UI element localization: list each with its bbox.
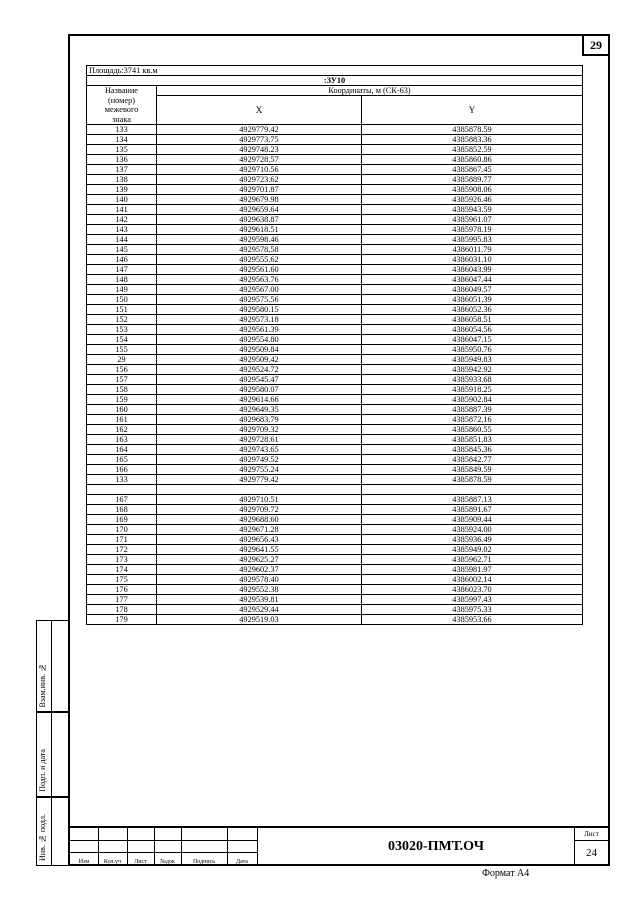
point-name: 155 bbox=[87, 345, 157, 355]
x-value: 4929638.87 bbox=[157, 215, 362, 225]
y-value: 4386052.36 bbox=[362, 305, 583, 315]
point-name: 166 bbox=[87, 465, 157, 475]
y-value: 4386049.57 bbox=[362, 285, 583, 295]
point-name: 173 bbox=[87, 555, 157, 565]
y-value: 4385953.66 bbox=[362, 615, 583, 625]
table-row bbox=[87, 545, 583, 555]
point-name: 144 bbox=[87, 235, 157, 245]
side-box-podp bbox=[36, 712, 68, 797]
y-value: 4386058.51 bbox=[362, 315, 583, 325]
table-row bbox=[87, 605, 583, 615]
point-name: 135 bbox=[87, 145, 157, 155]
coordinates-table bbox=[86, 65, 583, 625]
table-row bbox=[87, 475, 583, 485]
table-row bbox=[87, 195, 583, 205]
table-row bbox=[87, 265, 583, 275]
x-value: 4929578.40 bbox=[157, 575, 362, 585]
x-value: 4929683.79 bbox=[157, 415, 362, 425]
point-name: 165 bbox=[87, 455, 157, 465]
point-name: 172 bbox=[87, 545, 157, 555]
table-row bbox=[87, 185, 583, 195]
table-row bbox=[87, 575, 583, 585]
side-box-inv bbox=[36, 797, 68, 866]
point-name: 152 bbox=[87, 315, 157, 325]
table-row bbox=[87, 525, 583, 535]
y-value: 4385891.67 bbox=[362, 505, 583, 515]
y-value: 4385878.59 bbox=[362, 475, 583, 485]
point-name: 149 bbox=[87, 285, 157, 295]
point-name: 160 bbox=[87, 405, 157, 415]
point-name: 158 bbox=[87, 385, 157, 395]
point-name: 167 bbox=[87, 495, 157, 505]
point-name: 159 bbox=[87, 395, 157, 405]
y-value: 4385949.83 bbox=[362, 355, 583, 365]
point-name: 153 bbox=[87, 325, 157, 335]
point-name: 168 bbox=[87, 505, 157, 515]
point-name: 179 bbox=[87, 615, 157, 625]
y-value: 4385942.92 bbox=[362, 365, 583, 375]
point-name: 142 bbox=[87, 215, 157, 225]
table-row bbox=[87, 385, 583, 395]
point-name: 176 bbox=[87, 585, 157, 595]
y-value: 4386011.79 bbox=[362, 245, 583, 255]
y-value: 4385997.43 bbox=[362, 595, 583, 605]
y-value: 4385849.59 bbox=[362, 465, 583, 475]
x-value: 4929519.03 bbox=[157, 615, 362, 625]
x-value: 4929709.72 bbox=[157, 505, 362, 515]
table-row bbox=[87, 375, 583, 385]
y-value: 4385878.59 bbox=[362, 125, 583, 135]
y-value: 4386002.14 bbox=[362, 575, 583, 585]
x-value: 4929561.39 bbox=[157, 325, 362, 335]
table-row bbox=[87, 395, 583, 405]
table-row bbox=[87, 235, 583, 245]
y-value: 4385851.83 bbox=[362, 435, 583, 445]
table-row bbox=[87, 415, 583, 425]
point-name: 162 bbox=[87, 425, 157, 435]
point-name: 136 bbox=[87, 155, 157, 165]
y-value: 4385842.77 bbox=[362, 455, 583, 465]
table-row bbox=[87, 615, 583, 625]
side-label-inv: Инв. № подл. bbox=[38, 814, 47, 861]
y-value: 4385933.68 bbox=[362, 375, 583, 385]
table-row bbox=[87, 465, 583, 475]
x-value: 4929671.28 bbox=[157, 525, 362, 535]
x-value: 4929618.51 bbox=[157, 225, 362, 235]
x-value: 4929773.75 bbox=[157, 135, 362, 145]
y-value: 4385978.19 bbox=[362, 225, 583, 235]
table-row bbox=[87, 245, 583, 255]
table-row bbox=[87, 315, 583, 325]
table-row bbox=[87, 425, 583, 435]
table-row bbox=[87, 275, 583, 285]
y-value: 4386043.99 bbox=[362, 265, 583, 275]
point-name: 161 bbox=[87, 415, 157, 425]
table-row bbox=[87, 485, 583, 495]
x-value: 4929748.23 bbox=[157, 145, 362, 155]
y-value: 4385995.83 bbox=[362, 235, 583, 245]
x-value: 4929598.46 bbox=[157, 235, 362, 245]
point-name: 154 bbox=[87, 335, 157, 345]
y-value: 4385949.02 bbox=[362, 545, 583, 555]
table-row bbox=[87, 445, 583, 455]
document-code: 03020-ПМТ.ОЧ bbox=[387, 839, 485, 854]
table-row bbox=[87, 295, 583, 305]
x-value: 4929710.56 bbox=[157, 165, 362, 175]
x-value: 4929578.58 bbox=[157, 245, 362, 255]
x-value: 4929723.62 bbox=[157, 175, 362, 185]
x-value: 4929614.66 bbox=[157, 395, 362, 405]
point-name: 133 bbox=[87, 125, 157, 135]
y-value: 4386031.10 bbox=[362, 255, 583, 265]
x-value: 4929575.56 bbox=[157, 295, 362, 305]
y-value: 4385909.44 bbox=[362, 515, 583, 525]
table-row bbox=[87, 405, 583, 415]
y-value: 4385902.84 bbox=[362, 395, 583, 405]
x-value: 4929573.18 bbox=[157, 315, 362, 325]
point-name: 169 bbox=[87, 515, 157, 525]
table-row bbox=[87, 305, 583, 315]
x-value: 4929554.80 bbox=[157, 335, 362, 345]
y-value: 4385872.16 bbox=[362, 415, 583, 425]
point-name: 178 bbox=[87, 605, 157, 615]
stamp-col-kolуч: Кол.уч bbox=[103, 859, 122, 865]
point-name bbox=[87, 485, 157, 495]
point-name: 148 bbox=[87, 275, 157, 285]
point-name: 133 bbox=[87, 475, 157, 485]
x-value: 4929701.87 bbox=[157, 185, 362, 195]
table-row bbox=[87, 255, 583, 265]
y-value: 4385887.39 bbox=[362, 405, 583, 415]
y-value: 4385867.45 bbox=[362, 165, 583, 175]
table-row bbox=[87, 505, 583, 515]
x-value bbox=[157, 485, 362, 495]
area-label: Площадь:3741 кв.м bbox=[87, 66, 583, 76]
table-row bbox=[87, 135, 583, 145]
x-value: 4929659.64 bbox=[157, 205, 362, 215]
table-row bbox=[87, 175, 583, 185]
x-value: 4929779.42 bbox=[157, 475, 362, 485]
point-name: 141 bbox=[87, 205, 157, 215]
side-box-vzam bbox=[36, 620, 68, 712]
y-value: 4385889.77 bbox=[362, 175, 583, 185]
point-name: 137 bbox=[87, 165, 157, 175]
stamp-col-podpis: Подпись bbox=[192, 859, 216, 865]
sheet-number: 24 bbox=[574, 840, 608, 866]
zone-label: :ЗУ10 bbox=[87, 76, 583, 86]
point-name: 146 bbox=[87, 255, 157, 265]
point-name: 139 bbox=[87, 185, 157, 195]
table-row bbox=[87, 125, 583, 135]
y-value bbox=[362, 485, 583, 495]
side-label-podp: Подп. и дата bbox=[38, 749, 47, 792]
name-column-header: Название (номер) межевого знака bbox=[87, 86, 157, 125]
y-column-header: Y bbox=[362, 96, 583, 125]
title-block bbox=[70, 826, 608, 866]
table-row bbox=[87, 435, 583, 445]
table-row bbox=[87, 585, 583, 595]
y-value: 4385852.59 bbox=[362, 145, 583, 155]
table-row bbox=[87, 335, 583, 345]
table-row bbox=[87, 325, 583, 335]
stamp-col-data: Дата bbox=[236, 859, 248, 865]
x-value: 4929567.00 bbox=[157, 285, 362, 295]
point-name: 138 bbox=[87, 175, 157, 185]
x-value: 4929545.47 bbox=[157, 375, 362, 385]
point-name: 177 bbox=[87, 595, 157, 605]
page-number: 29 bbox=[582, 34, 610, 56]
table-row bbox=[87, 155, 583, 165]
table-row bbox=[87, 355, 583, 365]
x-value: 4929743.65 bbox=[157, 445, 362, 455]
x-value: 4929728.61 bbox=[157, 435, 362, 445]
y-value: 4386054.56 bbox=[362, 325, 583, 335]
table-row bbox=[87, 515, 583, 525]
point-name: 151 bbox=[87, 305, 157, 315]
table-row bbox=[87, 535, 583, 545]
point-name: 157 bbox=[87, 375, 157, 385]
y-value: 4385926.46 bbox=[362, 195, 583, 205]
x-value: 4929509.42 bbox=[157, 355, 362, 365]
x-value: 4929529.44 bbox=[157, 605, 362, 615]
table-row bbox=[87, 165, 583, 175]
x-value: 4929580.15 bbox=[157, 305, 362, 315]
x-value: 4929641.55 bbox=[157, 545, 362, 555]
table-row bbox=[87, 205, 583, 215]
point-name: 29 bbox=[87, 355, 157, 365]
stamp-col-list: Лист bbox=[134, 859, 147, 865]
x-value: 4929679.98 bbox=[157, 195, 362, 205]
point-name: 147 bbox=[87, 265, 157, 275]
x-value: 4929509.84 bbox=[157, 345, 362, 355]
y-value: 4385981.97 bbox=[362, 565, 583, 575]
y-value: 4386047.44 bbox=[362, 275, 583, 285]
y-value: 4385962.71 bbox=[362, 555, 583, 565]
table-row bbox=[87, 555, 583, 565]
x-value: 4929656.43 bbox=[157, 535, 362, 545]
x-value: 4929728.57 bbox=[157, 155, 362, 165]
point-name: 134 bbox=[87, 135, 157, 145]
y-value: 4386051.39 bbox=[362, 295, 583, 305]
table-row bbox=[87, 285, 583, 295]
y-value: 4385908.06 bbox=[362, 185, 583, 195]
x-value: 4929709.32 bbox=[157, 425, 362, 435]
x-value: 4929710.51 bbox=[157, 495, 362, 505]
table-row bbox=[87, 495, 583, 505]
point-name: 143 bbox=[87, 225, 157, 235]
sheet-label: Лист bbox=[574, 828, 608, 841]
y-value: 4385860.86 bbox=[362, 155, 583, 165]
format-label: Формат А4 bbox=[482, 868, 530, 879]
point-name: 140 bbox=[87, 195, 157, 205]
x-value: 4929555.62 bbox=[157, 255, 362, 265]
y-value: 4385943.59 bbox=[362, 205, 583, 215]
coords-title: Координаты, м (СК-63) bbox=[157, 86, 583, 96]
stamp-col-izm: Изм bbox=[78, 859, 90, 865]
x-value: 4929561.60 bbox=[157, 265, 362, 275]
y-value: 4385961.07 bbox=[362, 215, 583, 225]
x-value: 4929625.27 bbox=[157, 555, 362, 565]
table-row bbox=[87, 145, 583, 155]
table-row bbox=[87, 455, 583, 465]
x-value: 4929539.81 bbox=[157, 595, 362, 605]
x-value: 4929779.42 bbox=[157, 125, 362, 135]
y-value: 4385845.36 bbox=[362, 445, 583, 455]
point-name: 163 bbox=[87, 435, 157, 445]
point-name: 150 bbox=[87, 295, 157, 305]
y-value: 4385883.36 bbox=[362, 135, 583, 145]
x-value: 4929602.37 bbox=[157, 565, 362, 575]
x-value: 4929552.38 bbox=[157, 585, 362, 595]
y-value: 4386047.15 bbox=[362, 335, 583, 345]
x-value: 4929688.60 bbox=[157, 515, 362, 525]
table-row bbox=[87, 225, 583, 235]
table-row bbox=[87, 365, 583, 375]
y-value: 4386023.70 bbox=[362, 585, 583, 595]
table-row bbox=[87, 215, 583, 225]
side-label-vzam: Взам.инв. № bbox=[38, 662, 47, 707]
point-name: 156 bbox=[87, 365, 157, 375]
point-name: 174 bbox=[87, 565, 157, 575]
y-value: 4385887.13 bbox=[362, 495, 583, 505]
table-row bbox=[87, 595, 583, 605]
point-name: 164 bbox=[87, 445, 157, 455]
y-value: 4385918.25 bbox=[362, 385, 583, 395]
y-value: 4385860.55 bbox=[362, 425, 583, 435]
y-value: 4385950.76 bbox=[362, 345, 583, 355]
table-row bbox=[87, 565, 583, 575]
x-value: 4929755.24 bbox=[157, 465, 362, 475]
y-value: 4385924.00 bbox=[362, 525, 583, 535]
point-name: 175 bbox=[87, 575, 157, 585]
x-value: 4929749.52 bbox=[157, 455, 362, 465]
point-name: 170 bbox=[87, 525, 157, 535]
stamp-col-ndok: №док bbox=[160, 859, 175, 865]
table-row bbox=[87, 345, 583, 355]
x-value: 4929524.72 bbox=[157, 365, 362, 375]
y-value: 4385936.49 bbox=[362, 535, 583, 545]
x-value: 4929580.07 bbox=[157, 385, 362, 395]
x-value: 4929563.76 bbox=[157, 275, 362, 285]
x-column-header: X bbox=[157, 96, 362, 125]
x-value: 4929649.35 bbox=[157, 405, 362, 415]
y-value: 4385975.33 bbox=[362, 605, 583, 615]
point-name: 171 bbox=[87, 535, 157, 545]
point-name: 145 bbox=[87, 245, 157, 255]
